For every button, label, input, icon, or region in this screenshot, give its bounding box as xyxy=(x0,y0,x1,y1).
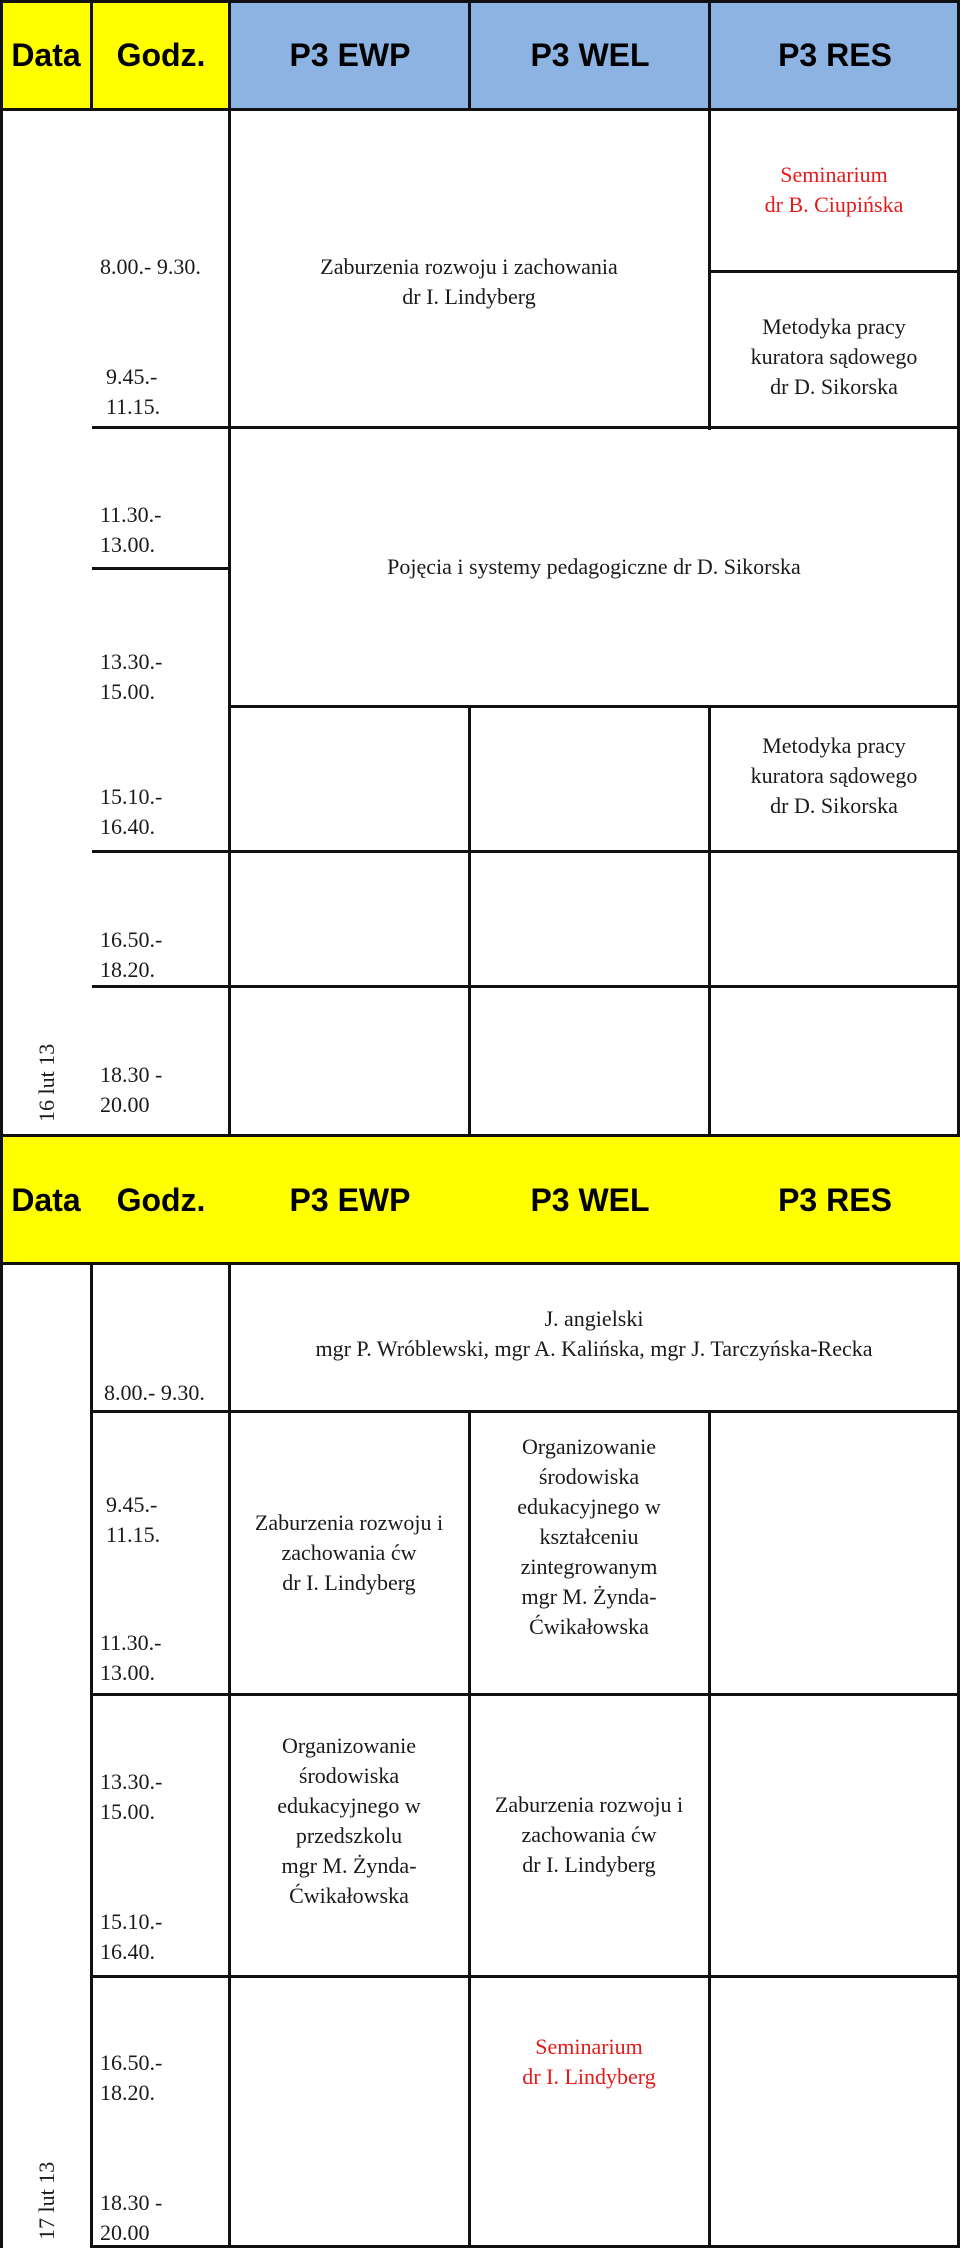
header-date: Data xyxy=(0,0,92,110)
header-group-ewp: P3 EWP xyxy=(230,0,470,110)
slot-5: 15.10.- 16.40. xyxy=(100,784,163,839)
slot-4: 13.30.- 15.00. xyxy=(100,649,163,704)
header-group-res: P3 RES xyxy=(710,0,960,110)
slot2-6: 16.50.- 18.20. xyxy=(100,2050,163,2105)
day2-date: 17 lut 13 xyxy=(34,2161,59,2240)
header-time: Godz. xyxy=(92,0,230,110)
course-zaburzenia: Zaburzenia rozwoju i zachowania dr I. Lindyberg xyxy=(320,254,618,309)
course-zaburzenia-cw-ewp: Zaburzenia rozwoju i zachowania ćw dr I. Lindyberg xyxy=(254,1509,444,1595)
course-angielski: J. angielski mgr P. Wróblewski, mgr A. Kalińska, mgr J. Tarczyńska-Recka xyxy=(315,1306,873,1361)
course-metodyka-2: Metodyka pracy kuratora sądowego dr D. Sikorska xyxy=(750,733,918,818)
header-group-wel-2: P3 WEL xyxy=(470,1136,710,1264)
slot-1: 8.00.- 9.30. xyxy=(100,254,201,279)
slot-7: 18.30 - 20.00 xyxy=(100,1062,163,1117)
header-group-ewp-2: P3 EWP xyxy=(230,1136,470,1264)
header-date-2: Data xyxy=(0,1136,92,1264)
slot-3: 11.30.- 13.00. xyxy=(100,502,162,557)
course-pojecia: Pojęcia i systemy pedagogiczne dr D. Sikorska xyxy=(387,554,801,579)
slot2-7: 18.30 - 20.00 xyxy=(100,2190,163,2245)
course-organizowanie-wel: Organizowanie środowiska edukacyjnego w kształceniu zintegrowanym mgr M. Żynda- Ćwikałowska xyxy=(517,1434,661,1639)
slot-2: 9.45.- 11.15. xyxy=(106,364,161,419)
course-metodyka-1: Metodyka pracy kuratora sądowego dr D. Sikorska xyxy=(750,314,918,399)
slot2-3: 11.30.- 13.00. xyxy=(100,1630,162,1685)
course-seminarium-res: Seminarium dr B. Ciupińska xyxy=(764,162,904,217)
slot2-1: 8.00.- 9.30. xyxy=(104,1380,205,1405)
slot-6: 16.50.- 18.20. xyxy=(100,927,163,982)
course-zaburzenia-cw-wel: Zaburzenia rozwoju i zachowania ćw dr I. Lindyberg xyxy=(494,1792,684,1877)
slot2-4: 13.30.- 15.00. xyxy=(100,1769,163,1824)
slot2-2: 9.45.- 11.15. xyxy=(106,1492,161,1547)
course-seminarium-wel: Seminarium dr I. Lindyberg xyxy=(522,2034,656,2089)
header-time-2: Godz. xyxy=(92,1136,230,1264)
header-group-wel: P3 WEL xyxy=(470,0,710,110)
course-organizowanie-ewp: Organizowanie środowiska edukacyjnego w przedszkolu mgr M. Żynda- Ćwikałowska xyxy=(277,1733,421,1908)
slot2-5: 15.10.- 16.40. xyxy=(100,1909,163,1964)
day1-date: 16 lut 13 xyxy=(34,1043,59,1122)
header-group-res-2: P3 RES xyxy=(710,1136,960,1264)
